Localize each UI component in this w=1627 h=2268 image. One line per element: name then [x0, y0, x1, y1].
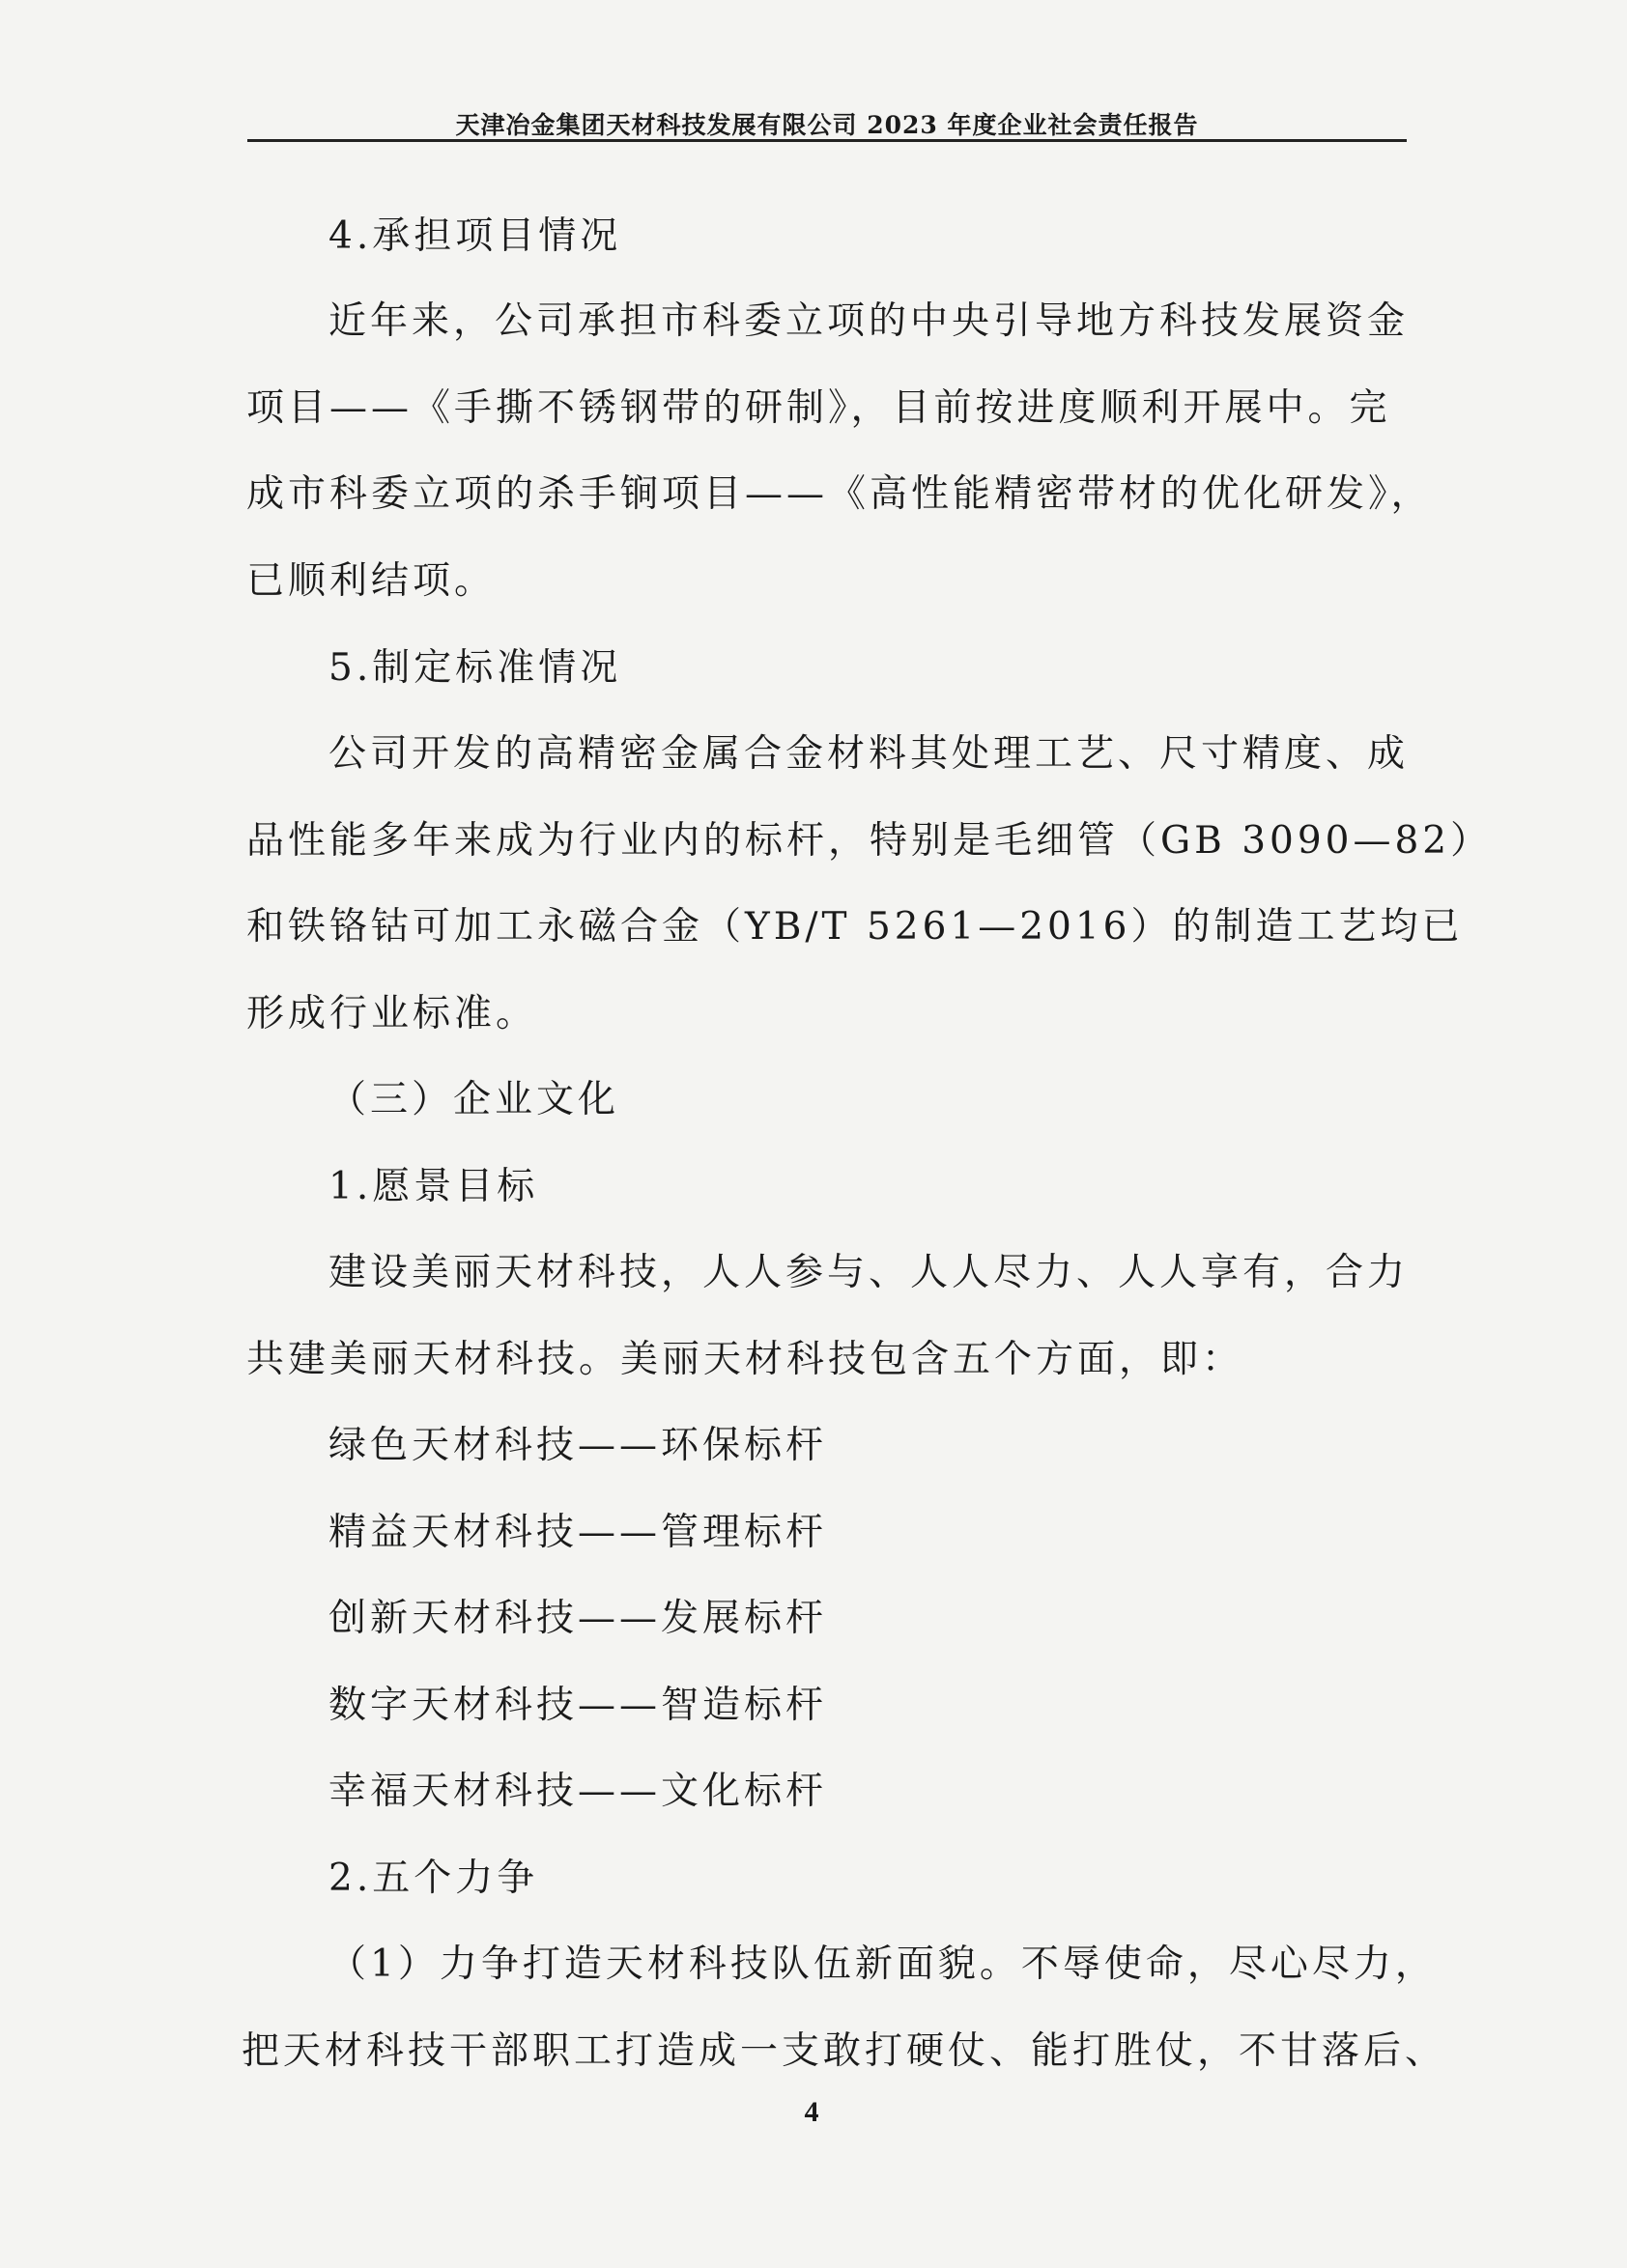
paragraph-line: 品性能多年来成为行业内的标杆，特别是毛细管（GB 3090—82）: [246, 819, 1493, 863]
running-header: 天津冶金集团天材科技发展有限公司 2023 年度企业社会责任报告: [455, 111, 1199, 139]
page-number: 4: [804, 2096, 819, 2128]
vision-item: 创新天材科技——发展标杆: [328, 1597, 828, 1640]
paragraph-line: 形成行业标准。: [246, 992, 538, 1035]
paragraph-line: 成市科委立项的杀手锏项目——《高性能精密带材的优化研发》，: [246, 472, 1433, 516]
paragraph-line: 公司开发的高精密金属合金材料其处理工艺、尺寸精度、成: [328, 732, 1410, 776]
heading-five-strives: 2.五个力争: [328, 1857, 539, 1900]
paragraph-line: 已顺利结项。: [246, 559, 497, 603]
vision-item: 绿色天材科技——环保标杆: [328, 1424, 828, 1467]
vision-item: 幸福天材科技——文化标杆: [328, 1770, 828, 1813]
paragraph-line: （1）力争打造天材科技队伍新面貌。不辱使命，尽心尽力，: [328, 1942, 1437, 1986]
header-rule: [247, 139, 1407, 142]
heading-standards: 5.制定标准情况: [328, 646, 622, 690]
paragraph-line: 项目——《手撕不锈钢带的研制》，目前按进度顺利开展中。完: [246, 386, 1391, 430]
paragraph-line: 共建美丽天材科技。美丽天材科技包含五个方面，即：: [246, 1338, 1244, 1381]
paragraph-line: 近年来，公司承担市科委立项的中央引导地方科技发展资金: [328, 299, 1410, 343]
paragraph-line: 建设美丽天材科技，人人参与、人人尽力、人人享有，合力: [328, 1251, 1410, 1294]
section-heading-culture: （三）企业文化: [328, 1078, 620, 1121]
paragraph-line: 和铁铬钴可加工永磁合金（YB/T 5261—2016）的制造工艺均已: [246, 905, 1464, 949]
heading-projects: 4.承担项目情况: [328, 214, 622, 258]
vision-item: 数字天材科技——智造标杆: [328, 1684, 828, 1727]
heading-vision: 1.愿景目标: [328, 1165, 539, 1208]
vision-item: 精益天材科技——管理标杆: [328, 1511, 828, 1554]
paragraph-line: 把天材科技干部职工打造成一支敢打硬仗、能打胜仗，不甘落后、: [242, 2029, 1447, 2073]
